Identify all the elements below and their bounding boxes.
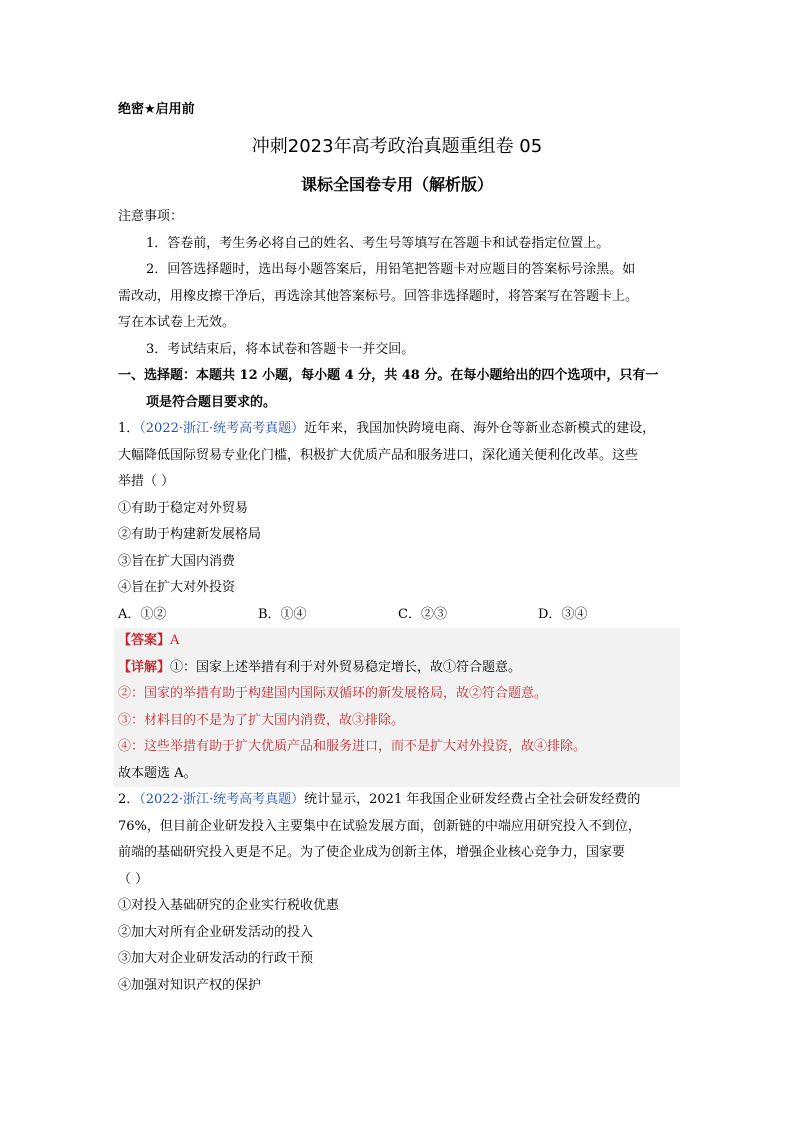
detail-line-2: ②：国家的举措有助于构建国内国际双循环的新发展格局，故②符合题意。 [118,686,548,701]
detail-text-1: ①：国家上述举措有利于对外贸易稳定增长，故①符合题意。 [170,659,522,675]
note-item-2-line-2: 需改动，用橡皮擦干净后，再选涂其他答案标号。回答非选择题时，将答案写在答题卡上。 [118,288,639,304]
question-source-tag: （2022·浙江·统考高考真题） [139,792,305,807]
question-1-statement-1: ①有助于稳定对外贸易 [118,500,249,516]
question-number: 2． [118,792,140,807]
question-2-stem-line-4: （ ） [118,871,149,887]
section-heading-line-2: 项是符合题目要求的。 [146,394,277,410]
detail-line-4: ④：这些举措有助于扩大优质产品和服务进口，而不是扩大对外投资，故④排除。 [118,739,587,754]
exam-title: 冲刺2023年高考政治真题重组卷 05 [251,136,543,157]
question-1-choices [118,602,678,629]
exam-subtitle: 课标全国卷专用（解析版） [300,175,493,194]
question-1-statement-4: ④旨在扩大对外投资 [118,580,236,595]
question-stem-text: 近年来，我国加快跨境电商、海外仓等新业态新模式的建设， [304,421,656,436]
answer-label: 【答案】 [118,633,171,648]
question-2-statement-4: ④加强对知识产权的保护 [118,977,262,993]
question-1-statement-3: ③旨在扩大国内消费 [118,553,236,569]
detail-line-3: ③：材料目的不是为了扩大国内消费，故③排除。 [118,712,405,728]
question-2-stem-line-2: 76%，但目前企业研发投入主要集中在试验发展方面，创新链的中端应用研究投入不到位， [118,818,641,834]
question-2-statement-3: ③加大对企业研发活动的行政干预 [118,951,314,966]
choice-a: A．①② [118,606,167,622]
choice-c: C．②③ [398,606,447,622]
question-2-statement-2: ②加大对所有企业研发活动的投入 [118,924,314,940]
choice-d: D．③④ [538,606,588,622]
question-1-stem-line-1 [118,416,678,443]
question-1-statement-2: ②有助于构建新发展格局 [118,527,262,542]
detail-line-1 [118,655,680,682]
answer-value: A [170,633,180,648]
note-item-2-line-3: 写在本试卷上无效。 [118,315,236,330]
note-item-1: 1．答卷前，考生务必将自己的姓名、考生号等填写在答题卡和试卷指定位置上。 [146,235,610,251]
detail-label: 【详解】 [118,659,171,675]
question-number: 1． [118,421,140,436]
conclusion-line: 故本题选 A。 [118,765,197,781]
note-item-3: 3．考试结束后，将本试卷和答题卡一并交回。 [146,341,415,357]
question-1-stem-line-3: 举措（ ） [118,474,175,489]
question-1-stem-line-2: 大幅降低国际贸易专业化门槛，积极扩大优质产品和服务进口，深化通关便利化改革。这些 [118,447,639,463]
question-2-stem-line-1 [118,787,678,814]
choice-b: B．①④ [258,606,307,622]
section-heading-line-1: 一、选择题：本题共 12 小题，每小题 4 分，共 48 分。在每小题给出的四个选项中，只有一 [118,368,659,383]
question-stem-text: 统计显示，2021 年我国企业研发经费占全社会研发经费的 [304,792,641,807]
answer-line [118,628,680,655]
confidential-mark: 绝密★启用前 [118,102,195,117]
notes-heading: 注意事项： [118,209,184,224]
note-item-2-line-1: 2．回答选择题时，选出每小题答案后，用铅笔把答题卡对应题目的答案标号涂黑。如 [146,262,636,277]
question-source-tag: （2022·浙江·统考高考真题） [139,421,305,436]
exam-content [118,204,678,999]
question-2-stem-line-3: 前端的基础研究投入更是不足。为了使企业成为创新主体，增强企业核心竞争力，国家要 [118,845,626,860]
question-2-statement-1: ①对投入基础研究的企业实行税收优惠 [118,898,340,913]
question-1-answer-box [114,628,680,787]
